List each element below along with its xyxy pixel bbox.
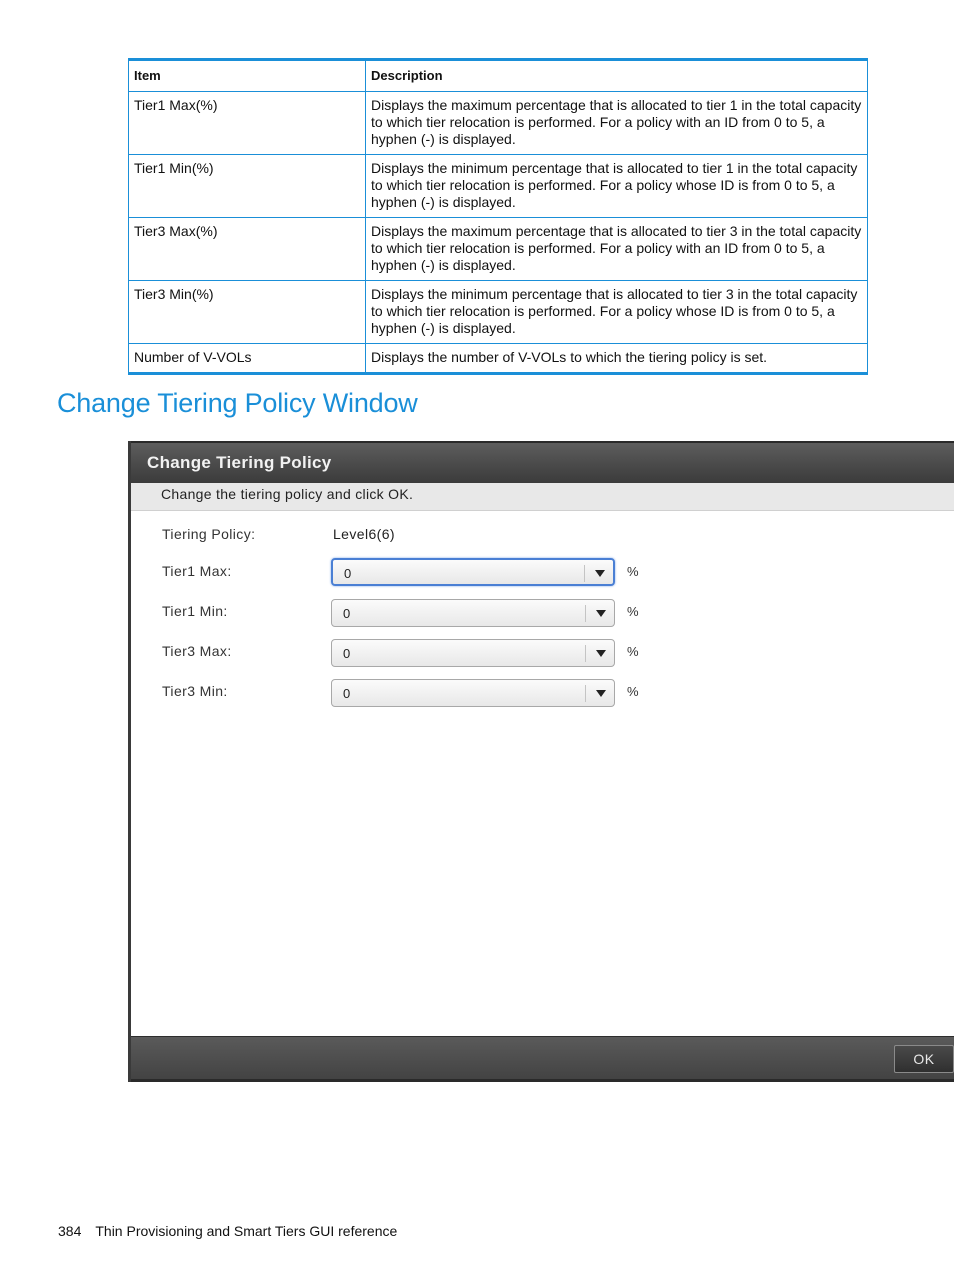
cell-item: Tier1 Min(%) — [129, 155, 366, 218]
cell-description: Displays the number of V-VOLs to which the tiering policy is set. — [366, 344, 868, 374]
tier3-max-value: 0 — [343, 646, 351, 661]
change-tiering-policy-dialog — [128, 441, 954, 1082]
cell-item: Tier3 Max(%) — [129, 218, 366, 281]
cell-item: Tier3 Min(%) — [129, 281, 366, 344]
dropdown-separator — [584, 565, 585, 582]
section-title: Change Tiering Policy Window — [57, 388, 418, 418]
chevron-down-icon[interactable] — [596, 650, 606, 657]
tier1-min-select[interactable] — [331, 599, 615, 627]
tier1-max-unit: % — [627, 564, 639, 579]
table-header-row — [129, 60, 868, 92]
chevron-down-icon[interactable] — [596, 610, 606, 617]
tier1-min-label: Tier1 Min: — [162, 603, 228, 619]
dialog-footer — [131, 1036, 954, 1082]
instruction-text: Change the tiering policy and click OK. — [161, 486, 414, 502]
dialog-title: Change Tiering Policy — [147, 453, 332, 472]
reference-table — [128, 58, 868, 375]
tier3-max-select[interactable] — [331, 639, 615, 667]
tier1-max-value: 0 — [344, 566, 352, 581]
table-row — [129, 155, 868, 218]
tier3-min-select[interactable] — [331, 679, 615, 707]
cell-description: Displays the minimum percentage that is allocated to tier 1 in the total capacity to which tier relocation is performed. For a policy whose ID is from 0 to 5, a hyphen (-) is displayed. — [366, 155, 868, 218]
table-row — [129, 281, 868, 344]
chevron-down-icon[interactable] — [596, 690, 606, 697]
tier3-min-value: 0 — [343, 686, 351, 701]
cell-description: Displays the minimum percentage that is allocated to tier 3 in the total capacity to which tier relocation is performed. For a policy whose ID is from 0 to 5, a hyphen (-) is displayed. — [366, 281, 868, 344]
column-header-description: Description — [366, 60, 868, 92]
table-row — [129, 92, 868, 155]
chevron-down-icon[interactable] — [595, 570, 605, 577]
tiering-policy-value: Level6(6) — [333, 526, 395, 542]
dropdown-separator — [585, 605, 586, 622]
page-footer — [58, 1223, 397, 1239]
ok-button[interactable]: OK — [894, 1045, 954, 1073]
dialog-title-bar — [131, 441, 954, 483]
dropdown-separator — [585, 645, 586, 662]
tier1-min-value: 0 — [343, 606, 351, 621]
table-row — [129, 218, 868, 281]
instruction-bar — [131, 483, 954, 511]
tier3-max-unit: % — [627, 644, 639, 659]
reference-table-wrapper — [128, 58, 868, 375]
cell-item: Tier1 Max(%) — [129, 92, 366, 155]
page-number: 384 — [58, 1223, 82, 1239]
footer-title: Thin Provisioning and Smart Tiers GUI reference — [95, 1223, 398, 1239]
column-header-item: Item — [129, 60, 366, 92]
dropdown-separator — [585, 685, 586, 702]
cell-description: Displays the maximum percentage that is allocated to tier 3 in the total capacity to which tier relocation is performed. For a policy with an ID from 0 to 5, a hyphen (-) is displayed. — [366, 218, 868, 281]
tiering-policy-label: Tiering Policy: — [162, 526, 256, 542]
table-row — [129, 344, 868, 374]
cell-description: Displays the maximum percentage that is allocated to tier 1 in the total capacity to which tier relocation is performed. For a policy with an ID from 0 to 5, a hyphen (-) is displayed. — [366, 92, 868, 155]
tier1-min-unit: % — [627, 604, 639, 619]
tier1-max-label: Tier1 Max: — [162, 563, 232, 579]
tier3-max-label: Tier3 Max: — [162, 643, 232, 659]
cell-item: Number of V-VOLs — [129, 344, 366, 374]
tier3-min-label: Tier3 Min: — [162, 683, 228, 699]
tier3-min-unit: % — [627, 684, 639, 699]
tier1-max-select[interactable] — [331, 558, 615, 586]
